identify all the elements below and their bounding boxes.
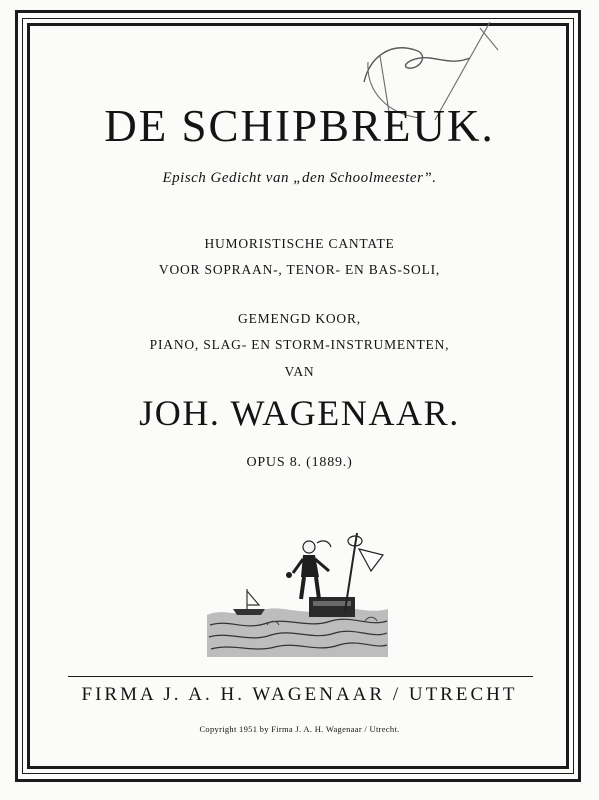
copyright-notice: Copyright 1951 by Firma J. A. H. Wagenaar / Utrecht. <box>199 724 400 734</box>
description-line-2: VOOR SOPRAAN-, TENOR- EN BAS-SOLI, <box>158 262 441 277</box>
description-line-3: GEMENGD KOOR, <box>238 311 361 326</box>
publisher-name: FIRMA J. A. H. WAGENAAR / UTRECHT <box>81 684 518 705</box>
description-line-4: PIANO, SLAG- EN STORM-INSTRUMENTEN, <box>149 337 450 352</box>
description-line-5: VAN <box>284 364 315 379</box>
opus-number: OPUS 8. (1889.) <box>246 455 353 470</box>
work-title: DE SCHIPBREUK. <box>104 101 495 151</box>
composer-name: JOH. WAGENAAR. <box>139 393 460 433</box>
description-line-1: HUMORISTISCHE CANTATE <box>204 236 395 251</box>
publisher-divider <box>68 676 533 677</box>
shipwreck-illustration-icon <box>205 525 390 657</box>
work-subtitle: Episch Gedicht van „den Schoolmeester”. <box>162 170 437 186</box>
